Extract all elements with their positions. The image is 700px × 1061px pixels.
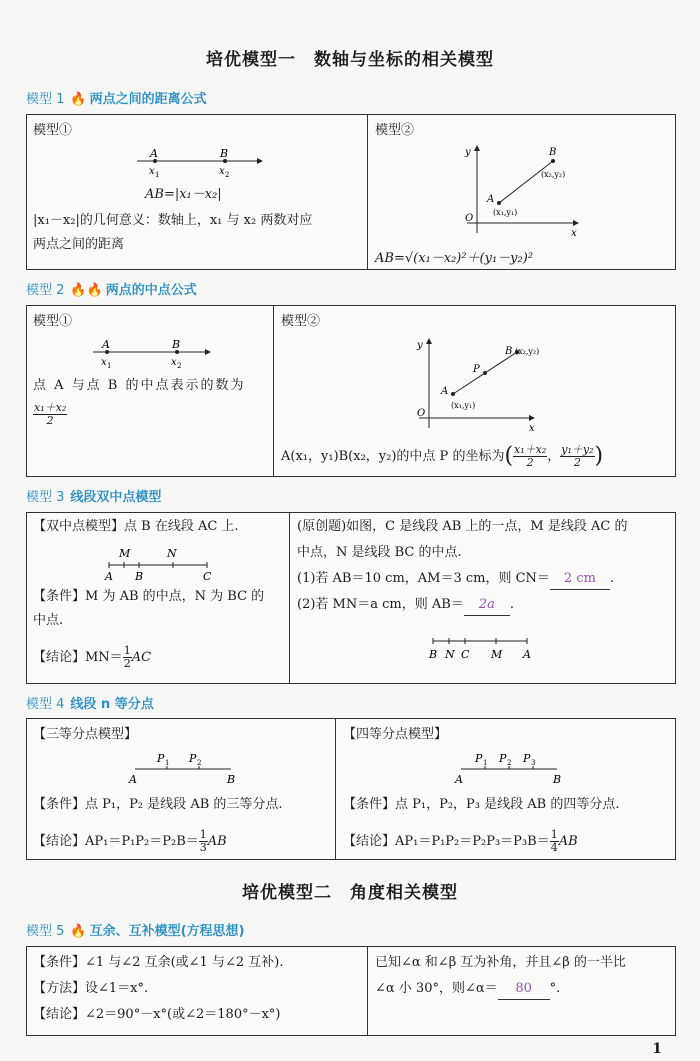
svg-text:A: A: [150, 147, 158, 160]
svg-text:P: P: [157, 752, 165, 765]
model2-box: [26, 305, 676, 477]
model1-title: 两点之间的距离公式: [89, 92, 207, 107]
svg-text:2: 2: [197, 759, 202, 767]
model3-heading: [26, 486, 161, 505]
quadrisection-condition: 【条件】点 P₁，P₂，P₃ 是线段 AB 的四等分点.: [343, 797, 620, 812]
quadrisection-diagram: [449, 747, 569, 787]
frac-den: 2: [573, 456, 581, 469]
svg-text:A: A: [441, 386, 449, 397]
model3-number: 模型 3: [26, 490, 65, 505]
model5-conclusion: 【结论】∠2＝90°－x°(或∠2＝180°－x°): [33, 1007, 281, 1022]
frac-num: x₁＋x₂: [514, 443, 547, 456]
midpoint-fraction: [33, 402, 67, 427]
model3-conclusion: [33, 645, 151, 670]
model1-heading: [26, 88, 207, 107]
frac-den: 2: [46, 414, 54, 427]
conclusion-fraction: [123, 645, 132, 670]
model5-heading: [26, 920, 244, 939]
model2-title: 两点的中点公式: [105, 283, 197, 298]
divider: [289, 513, 290, 683]
svg-text:B: B: [220, 147, 229, 160]
midpoint-coordinate-line: A(x₁，y₁)B(x₂，y₂)的中点 P 的坐标为( $\frac{\text{x₁＋x₂}}{2}$ ， $\frac{\text{y₁＋y₂}}{2}$ ): [281, 443, 604, 469]
problem-q1: (1)若 AB＝10 cm，AM＝3 cm，则 CN＝ 2 cm .: [297, 569, 614, 590]
svg-text:(x₁,y₁): (x₁,y₁): [493, 208, 518, 217]
answer-blank-1: 2 cm: [550, 569, 610, 590]
coordinate-distance-formula: AB=√(x₁－x₂)²＋(y₁－y₂)²: [375, 251, 534, 266]
midpoint-fraction-value: [33, 402, 67, 427]
model3-line2: 【条件】M 为 AB 的中点，N 为 BC 的: [33, 589, 265, 604]
model2-heading: [26, 279, 197, 298]
divider: [367, 115, 368, 269]
meaning-line1: |x₁－x₂|的几何意义：数轴上，x₁ 与 x₂ 两数对应: [33, 213, 313, 228]
trisection-condition: 【条件】点 P₁，P₂ 是线段 AB 的三等分点.: [33, 797, 283, 812]
frac-den: 3: [199, 841, 207, 854]
svg-text:y: y: [465, 147, 471, 158]
svg-text:2: 2: [177, 362, 182, 370]
svg-text:1: 1: [483, 759, 488, 767]
frac-num: 1: [199, 828, 207, 841]
model5-title: 互余、互补模型(方程思想): [89, 924, 245, 939]
section-title-1: 培优模型一 数轴与坐标的相关模型: [206, 50, 494, 70]
conclusion-prefix: 【结论】AP₁＝P₁P₂＝P₂B＝: [33, 834, 199, 849]
model5-box: [26, 946, 676, 1036]
model3-line1: 【双中点模型】点 B 在线段 AC 上.: [33, 519, 239, 534]
page-number: 1: [652, 1041, 662, 1057]
frac-den: 2: [526, 456, 534, 469]
conclusion-suffix: AB: [207, 834, 227, 849]
svg-text:B: B: [553, 773, 562, 786]
svg-text:B: B: [549, 147, 557, 158]
svg-text:B: B: [505, 346, 513, 357]
quadrisection-title: 【四等分点模型】: [343, 727, 448, 742]
svg-text:N: N: [445, 648, 455, 661]
problem-q2: (2)若 MN＝a cm，则 AB＝ 2a .: [297, 595, 514, 616]
svg-text:A: A: [487, 194, 495, 205]
number-line-diagram: [127, 145, 267, 185]
model5-number: 模型 5: [26, 924, 65, 939]
flame-icon: 🔥: [70, 924, 87, 939]
svg-text:P: P: [189, 752, 197, 765]
midpoint-text: 点 A 与点 B 的中点表示的数为: [33, 378, 246, 393]
svg-text:x: x: [571, 228, 577, 239]
model5-problem-line1: 已知∠α 和∠β 互为补角，并且∠β 的一半比: [375, 955, 626, 970]
answer-blank-2: 2a: [464, 595, 510, 616]
svg-text:(x₂,y₂): (x₂,y₂): [515, 347, 540, 356]
model4-box: [26, 718, 676, 860]
svg-text:O: O: [465, 213, 474, 224]
q2-text: (2)若 MN＝a cm，则 AB＝: [297, 597, 464, 612]
frac-den: 4: [550, 841, 558, 854]
model5-method: 【方法】设∠1＝x°.: [33, 981, 149, 996]
svg-text:1: 1: [155, 171, 160, 179]
svg-text:x: x: [219, 166, 225, 177]
svg-text:O: O: [417, 408, 426, 419]
svg-text:A: A: [102, 338, 110, 351]
svg-text:B: B: [135, 570, 144, 583]
svg-text:M: M: [119, 547, 131, 560]
model2-right-label: 模型②: [281, 314, 321, 329]
svg-text:P: P: [473, 364, 480, 375]
svg-text:M: M: [491, 648, 503, 661]
model3-title: 线段双中点模型: [70, 490, 162, 505]
svg-text:2: 2: [507, 759, 512, 767]
model1-box: [26, 114, 676, 270]
divider: [273, 306, 274, 476]
model3-line3: 中点.: [33, 613, 64, 628]
coordinate-diagram: [457, 143, 587, 239]
frac-num: 1: [550, 828, 558, 841]
svg-text:(x₁,y₁): (x₁,y₁): [451, 401, 476, 410]
conclusion-fraction: [550, 829, 559, 854]
conclusion-suffix: AB: [558, 834, 578, 849]
svg-text:A: A: [129, 773, 137, 786]
distance-formula: AB=|x₁－x₂|: [145, 187, 222, 202]
conclusion-fraction: [199, 829, 208, 854]
model1-left-label: 模型①: [33, 123, 73, 138]
number-line-diagram: [87, 336, 217, 372]
conclusion-suffix: AC: [131, 650, 152, 665]
problem-suffix: °.: [549, 981, 561, 996]
svg-text:P: P: [499, 752, 507, 765]
svg-text:x: x: [171, 357, 177, 368]
svg-text:x: x: [149, 166, 155, 177]
model5-problem-line2: [375, 979, 560, 1000]
trisection-conclusion: [33, 829, 227, 854]
model5-condition: 【条件】∠1 与∠2 互余(或∠1 与∠2 互补).: [33, 955, 284, 970]
midpoint-coordinate-text: A(x₁，y₁)B(x₂，y₂)的中点 P 的坐标为: [281, 449, 505, 464]
model3-box: [26, 512, 676, 684]
segment-diagram: [103, 543, 213, 583]
svg-text:2: 2: [225, 171, 230, 179]
model2-number: 模型 2: [26, 283, 65, 298]
q1-text: (1)若 AB＝10 cm，AM＝3 cm，则 CN＝: [297, 571, 550, 586]
model4-number: 模型 4: [26, 697, 65, 712]
svg-text:B: B: [429, 648, 438, 661]
frac-num: x₁＋x₂: [34, 401, 67, 414]
meaning-line2: 两点之间的距离: [33, 237, 125, 252]
svg-text:N: N: [167, 547, 177, 560]
model2-left-label: 模型①: [33, 314, 73, 329]
segment-diagram: [425, 631, 535, 671]
flame-icon: 🔥🔥: [70, 283, 103, 298]
svg-text:(x₂,y₂): (x₂,y₂): [541, 170, 566, 179]
flame-icon: 🔥: [70, 92, 87, 107]
model4-heading: [26, 693, 154, 712]
svg-text:x: x: [101, 357, 107, 368]
model4-title: 线段 n 等分点: [70, 697, 154, 712]
problem-line1: (原创题)如图，C 是线段 AB 上的一点，M 是线段 AC 的: [297, 519, 628, 534]
svg-text:3: 3: [531, 759, 536, 767]
svg-text:C: C: [203, 570, 212, 583]
section-title-2: 培优模型二 角度相关模型: [242, 883, 458, 903]
divider: [367, 947, 368, 1035]
svg-text:y: y: [417, 340, 423, 351]
model1-right-label: 模型②: [375, 123, 415, 138]
svg-text:P: P: [475, 752, 483, 765]
svg-text:1: 1: [165, 759, 170, 767]
divider: [335, 719, 336, 859]
quadrisection-conclusion: [343, 829, 578, 854]
trisection-title: 【三等分点模型】: [33, 727, 138, 742]
svg-text:B: B: [227, 773, 236, 786]
svg-text:A: A: [523, 648, 531, 661]
svg-text:1: 1: [107, 362, 112, 370]
svg-text:x: x: [529, 423, 535, 434]
frac-num: y₁＋y₂: [561, 443, 594, 456]
trisection-diagram: [123, 747, 243, 787]
frac-x: [513, 444, 547, 469]
frac-y: [560, 444, 594, 469]
svg-text:P: P: [523, 752, 531, 765]
model1-number: 模型 1: [26, 92, 65, 107]
conclusion-prefix: 【结论】MN＝: [33, 650, 123, 665]
svg-text:A: A: [105, 570, 113, 583]
frac-den: 2: [123, 657, 131, 670]
svg-text:C: C: [461, 648, 470, 661]
problem-line2: 中点，N 是线段 BC 的中点.: [297, 545, 462, 560]
coordinate-diagram: [407, 334, 547, 434]
svg-text:B: B: [172, 338, 181, 351]
answer-blank: 80: [498, 979, 550, 1000]
svg-text:A: A: [455, 773, 463, 786]
conclusion-prefix: 【结论】AP₁＝P₁P₂＝P₂P₃＝P₃B＝: [343, 834, 550, 849]
problem-text: ∠α 小 30°，则∠α＝: [375, 981, 498, 996]
frac-num: 1: [123, 644, 131, 657]
